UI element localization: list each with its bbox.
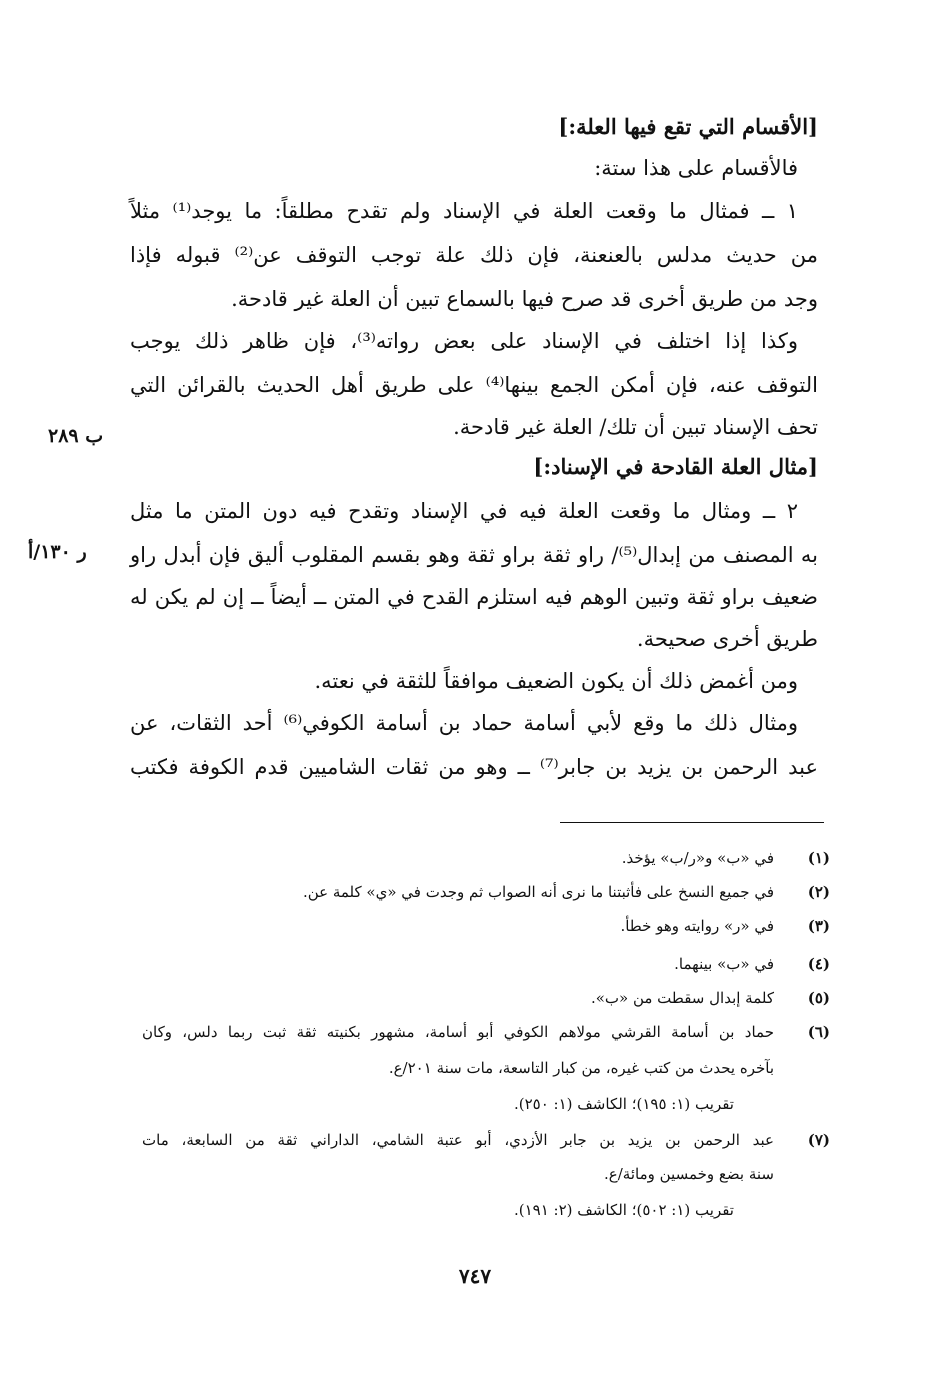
footnote-number: (٦) bbox=[807, 1023, 830, 1041]
text-line: من حديث مدلس بالعنعنة، فإن ذلك علة توجب التوقف عن⁽²⁾ قبوله فإذا bbox=[130, 243, 818, 267]
footnote-text: في «ر» روايته وهو خطأ. bbox=[620, 917, 774, 935]
footnote-text: في «ب» بينهما. bbox=[674, 955, 774, 973]
text-line: فالأقسام على هذا ستة: bbox=[594, 156, 798, 180]
footnote-number: (١) bbox=[807, 849, 830, 867]
footnote-text: كلمة إبدال سقطت من «ب». bbox=[590, 989, 774, 1007]
text-line: ١ ــ فمثال ما وقعت العلة في الإسناد ولم تقدح مطلقاً: ما يوجد⁽¹⁾ مثلاً bbox=[130, 199, 798, 223]
margin-folio-note: ر ١٣٠/أ bbox=[28, 541, 87, 563]
footnote-number: (٤) bbox=[807, 955, 830, 973]
footnote-number: (٥) bbox=[807, 989, 830, 1007]
section-heading: [مثال العلة القادحة في الإسناد:] bbox=[533, 454, 818, 479]
footnote-text: في جميع النسخ على فأثبتنا ما نرى أنه الصواب ثم وجدت في «ي» كلمة عن. bbox=[302, 883, 774, 901]
footnote-citation: تقريب (١: ٥٠٢)؛ الكاشف (٢: ١٩١). bbox=[513, 1201, 734, 1219]
text-line: ومن أغمض ذلك أن يكون الضعيف موافقاً للثقة في نعته. bbox=[314, 669, 798, 693]
footnote-text: سنة بضع وخمسين ومائة/ع. bbox=[604, 1165, 774, 1183]
text-line: ضعيف براو ثقة وتبين الوهم فيه استلزم القدح في المتن ــ أيضاً ــ إن لم يكن له bbox=[130, 585, 818, 609]
section-heading: [الأقسام التي تقع فيها العلة:] bbox=[558, 114, 818, 139]
footnote-separator bbox=[560, 822, 824, 823]
text-line: تحف الإسناد تبين أن تلك/ العلة غير قادحة. bbox=[453, 415, 818, 439]
footnote-text: بآخره يحدث من كتب غيره، من كبار التاسعة، مات سنة ٢٠١/ع. bbox=[388, 1059, 774, 1077]
text-line: ومثال ذلك ما وقع لأبي أسامة حماد بن أسامة الكوفي⁽⁶⁾ أحد الثقات، عن bbox=[130, 711, 798, 735]
footnote-number: (٢) bbox=[807, 883, 830, 901]
text-line: التوقف عنه، فإن أمكن الجمع بينها⁽⁴⁾ على طريق أهل الحديث بالقرائن التي bbox=[130, 373, 818, 397]
text-line: ٢ ــ ومثال ما وقعت العلة فيه في الإسناد وتقدح فيه دون المتن ما مثل bbox=[130, 499, 798, 523]
text-line: به المصنف من إبدال⁽⁵⁾/ راو ثقة براو ثقة وهو بقسم المقلوب أليق فإن أبدل راو bbox=[130, 543, 818, 567]
footnote-number: (٧) bbox=[807, 1131, 830, 1149]
footnote-text: عبد الرحمن بن يزيد بن جابر الأزدي، أبو عتبة الشامي، الداراني ثقة من السابعة، مات bbox=[142, 1131, 774, 1149]
footnote-citation: تقريب (١: ١٩٥)؛ الكاشف (١: ٢٥٠). bbox=[513, 1095, 734, 1113]
footnote-text: حماد بن أسامة القرشي مولاهم الكوفي أبو أسامة، مشهور بكنيته ثقة ثبت ربما دلس، وكان bbox=[142, 1023, 774, 1041]
text-line: عبد الرحمن بن يزيد بن جابر⁽⁷⁾ ــ وهو من ثقات الشاميين قدم الكوفة فكتب bbox=[130, 755, 818, 779]
page-number: ٧٤٧ bbox=[458, 1264, 492, 1288]
margin-folio-note: ب ٢٨٩ bbox=[48, 425, 104, 447]
text-line: طريق أخرى صحيحة. bbox=[636, 627, 818, 651]
footnote-text: في «ب» و«ر/ب» يؤخذ. bbox=[621, 849, 774, 867]
footnote-number: (٣) bbox=[807, 917, 830, 935]
text-line: وجد من طريق أخرى قد صرح فيها بالسماع تبين أن العلة غير قادحة. bbox=[231, 287, 818, 311]
text-line: وكذا إذا اختلف في الإسناد على بعض رواته⁽³⁾، فإن ظاهر ذلك يوجب bbox=[130, 329, 798, 353]
